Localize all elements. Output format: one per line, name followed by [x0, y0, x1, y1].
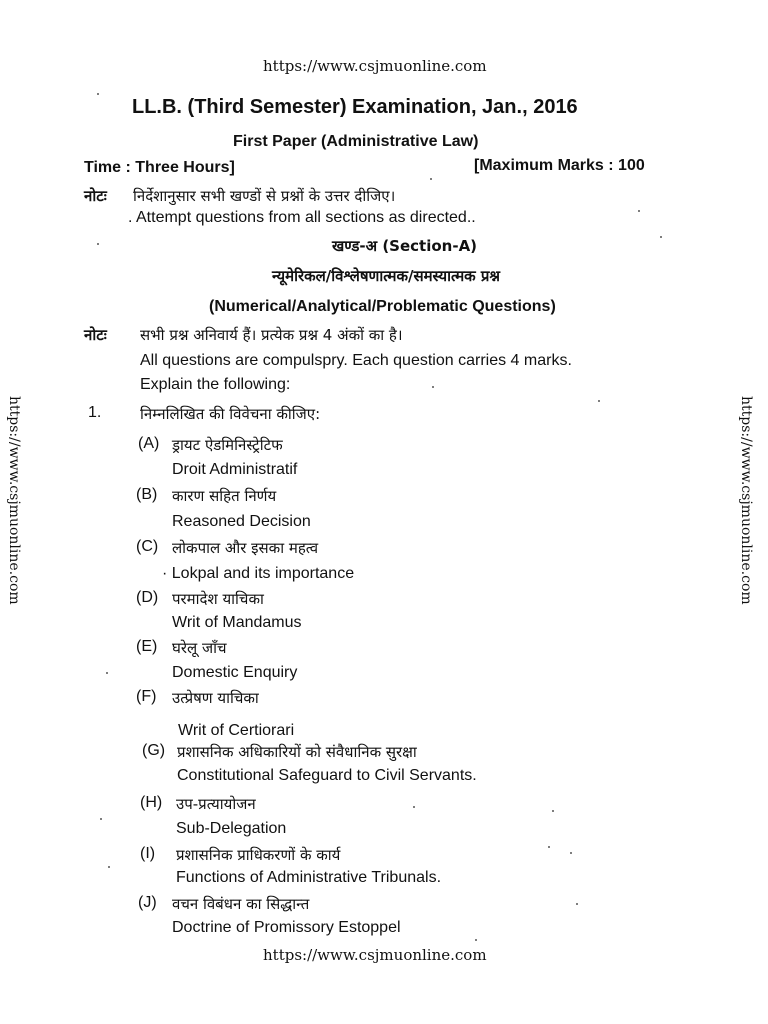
note1-english: . Attempt questions from all sections as directed..	[128, 209, 476, 226]
scan-speck	[108, 866, 110, 868]
scan-speck	[598, 400, 600, 402]
scan-speck	[475, 939, 477, 941]
exam-title: LL.B. (Third Semester) Examination, Jan., 2016	[132, 96, 578, 118]
scan-speck	[97, 93, 99, 95]
scan-speck	[413, 806, 415, 808]
item-hindi: उत्प्रेषण याचिका	[172, 689, 259, 707]
item-hindi: प्रशासनिक प्राधिकरणों के कार्य	[176, 846, 341, 864]
item-label: (H)	[140, 794, 163, 811]
item-label: (G)	[142, 742, 166, 759]
header-url: https://www.csjmuonline.com	[263, 57, 487, 75]
item-hindi: परमादेश याचिका	[172, 590, 264, 608]
item-english: Writ of Certiorari	[178, 722, 295, 739]
paper-title: First Paper (Administrative Law)	[233, 133, 479, 150]
item-hindi: कारण सहित निर्णय	[172, 487, 277, 505]
max-marks: [Maximum Marks : 100	[474, 157, 645, 174]
item-hindi: वचन विबंधन का सिद्धान्त	[172, 895, 310, 913]
item-english: Constitutional Safeguard to Civil Servants.	[177, 767, 477, 784]
scan-speck	[432, 386, 434, 388]
item-english: · Lokpal and its importance	[162, 565, 355, 582]
item-english: Sub-Delegation	[176, 820, 287, 837]
item-hindi: उप-प्रत्यायोजन	[176, 795, 256, 813]
note2-explain: Explain the following:	[140, 376, 291, 393]
item-hindi: प्रशासनिक अधिकारियों को संवैधानिक सुरक्षा	[177, 743, 417, 761]
scan-speck	[660, 236, 662, 238]
item-english: Reasoned Decision	[172, 513, 311, 530]
item-label: (J)	[138, 894, 157, 911]
scan-speck	[106, 672, 108, 674]
section-english-subtitle: (Numerical/Analytical/Problematic Questions)	[209, 298, 556, 315]
item-hindi: घरेलू जाँच	[172, 639, 227, 657]
section-heading: खण्ड-अ (Section-A)	[332, 237, 478, 255]
question-hindi: निम्नलिखित की विवेचना कीजिए:	[140, 405, 321, 423]
item-label: (E)	[136, 638, 158, 655]
scan-speck	[552, 810, 554, 812]
item-label: (I)	[140, 845, 156, 862]
item-english: Writ of Mandamus	[172, 614, 302, 631]
item-label: (A)	[138, 435, 160, 452]
item-english: Doctrine of Promissory Estoppel	[172, 919, 401, 936]
item-hindi: ड्रायट ऐडमिनिस्ट्रेटिफ	[172, 436, 283, 454]
note1-hindi: निर्देशानुसार सभी खण्डों से प्रश्नों के उत्तर दीजिए।	[133, 187, 396, 205]
item-english: Domestic Enquiry	[172, 664, 298, 681]
scan-speck	[100, 818, 102, 820]
footer-url: https://www.csjmuonline.com	[263, 946, 487, 964]
question-number: 1.	[88, 404, 102, 421]
scan-speck	[430, 178, 432, 180]
item-label: (B)	[136, 486, 158, 503]
section-hindi-subtitle: न्यूमेरिकल/विश्लेषणात्मक/समस्यात्मक प्रश्न	[272, 267, 501, 285]
side-url-left: https://www.csjmuonline.com	[6, 396, 22, 605]
side-url-right: https://www.csjmuonline.com	[738, 396, 754, 605]
item-label: (D)	[136, 589, 159, 606]
item-english: Droit Administratif	[172, 461, 298, 478]
scan-speck	[97, 243, 99, 245]
scan-speck	[576, 903, 578, 905]
scan-speck	[638, 210, 640, 212]
note2-label: नोटः	[84, 326, 107, 344]
note1-label: नोटः	[84, 187, 107, 205]
scan-speck	[548, 846, 550, 848]
item-english: Functions of Administrative Tribunals.	[176, 869, 442, 886]
scan-speck	[570, 852, 572, 854]
item-label: (C)	[136, 538, 159, 555]
time-allowed: Time : Three Hours]	[84, 159, 235, 176]
note2-english: All questions are compulspry. Each question carries 4 marks.	[140, 352, 572, 369]
item-hindi: लोकपाल और इसका महत्व	[172, 539, 319, 557]
note2-hindi: सभी प्रश्न अनिवार्य हैं। प्रत्येक प्रश्न 4 अंकों का है।	[140, 326, 403, 344]
item-label: (F)	[136, 688, 157, 705]
